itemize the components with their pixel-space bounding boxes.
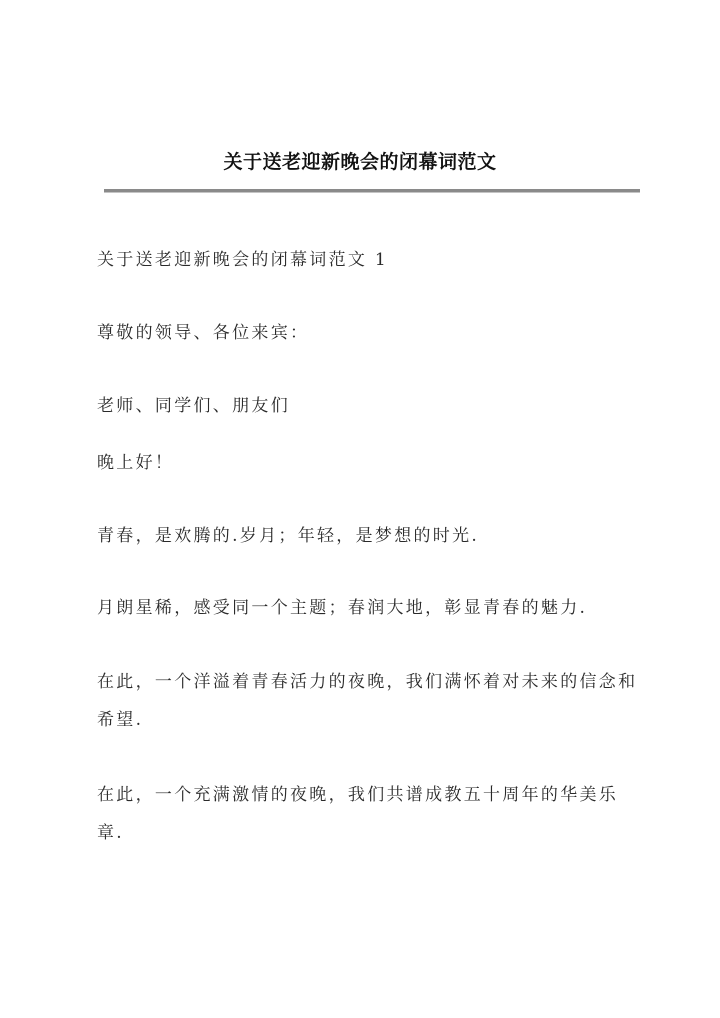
paragraph-body [97,517,479,555]
text-line: 在此，一个洋溢着青春活力的夜晚，我们满怀着对未来的信念和 [97,672,638,692]
text-line: 月朗星稀，感受同一个主题；春润大地，彰显青春的魅力. [97,598,588,618]
paragraph-audience [97,387,290,425]
text-line: 在此，一个充满激情的夜晚，我们共谱成教五十周年的华美乐 [97,785,619,805]
paragraph-greeting [97,444,174,482]
paragraph-salutation [97,314,309,352]
text-line: 老师、同学们、朋友们 [97,396,290,416]
paragraph-body [97,589,587,627]
text-line: 章. [97,823,125,843]
text-line: 尊敬的领导、各位来宾： [97,323,310,343]
text-line: 晚上好！ [97,453,175,473]
text-line: 关于送老迎新晚会的闭幕词范文 1 [97,250,389,270]
paragraph-body [97,663,637,739]
document-title: 关于送老迎新晚会的闭幕词范文 [223,151,497,173]
text-line: 希望. [97,710,144,730]
text-line: 青春，是欢腾的.岁月；年轻，是梦想的时光. [97,526,480,546]
paragraph-body [97,776,618,852]
title-divider [104,189,640,193]
paragraph-heading [97,241,388,279]
